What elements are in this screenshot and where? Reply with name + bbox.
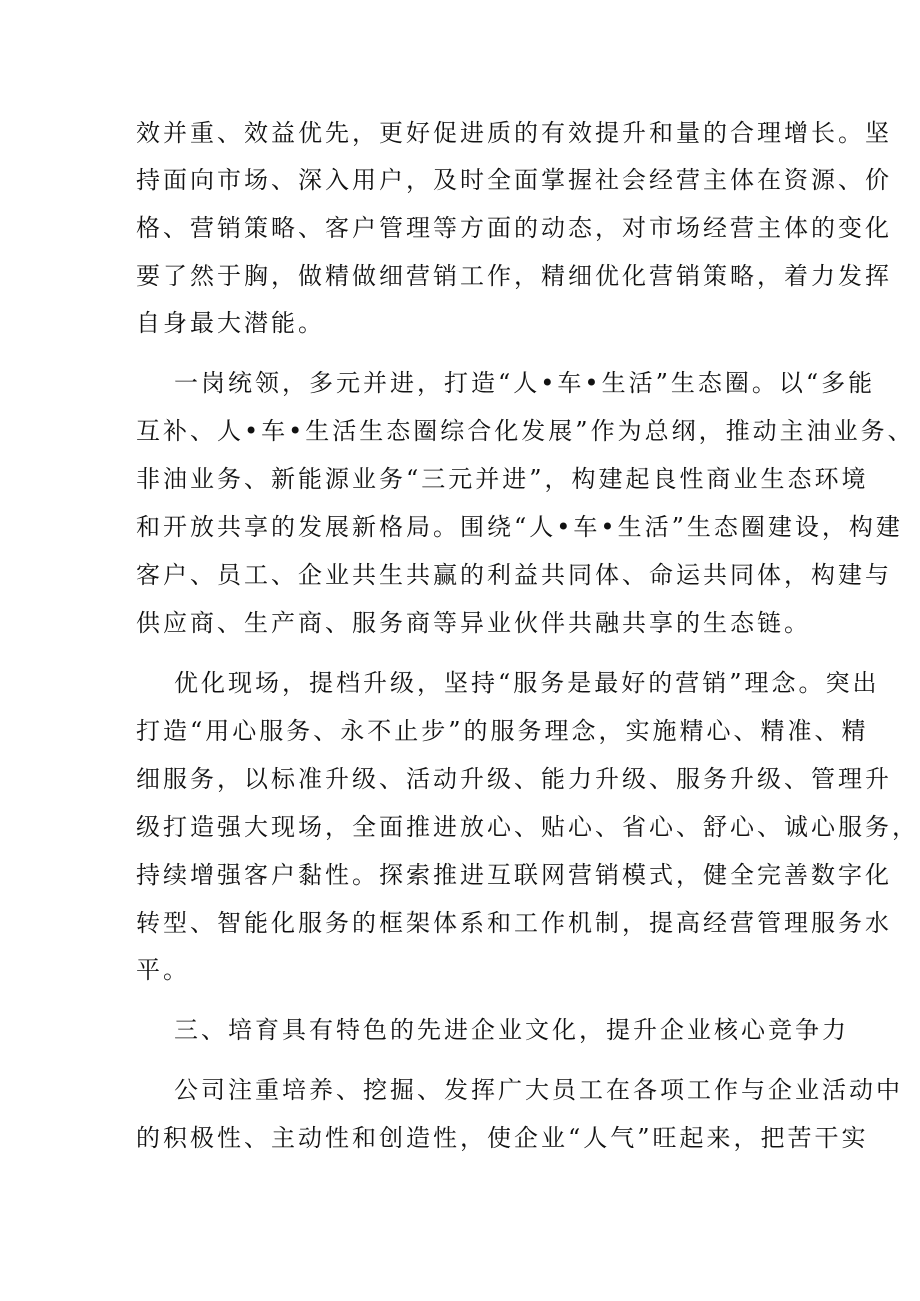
paragraph-2-line-1: 一岗统领，多元并进，打造“人•车•生活”生态圈。以“多能 bbox=[174, 369, 876, 397]
paragraph-3-line-4: 级打造强大现场，全面推进放心、贴心、省心、舒心、诚心服务， bbox=[136, 813, 919, 841]
paragraph-1-line-5: 自身最大潜能。 bbox=[136, 309, 325, 337]
paragraph-3-line-6: 转型、智能化服务的框架体系和工作机制，提高经营管理服务水 bbox=[136, 909, 892, 937]
paragraph-1-line-2: 持面向市场、深入用户，及时全面掌握社会经营主体在资源、价 bbox=[136, 166, 892, 194]
paragraph-3-line-3: 细服务，以标准升级、活动升级、能力升级、服务升级、管理升 bbox=[136, 765, 892, 793]
paragraph-2-line-4: 和开放共享的发展新格局。围绕“人•车•生活”生态圈建设，构建 bbox=[136, 513, 903, 541]
paragraph-1-line-4: 要了然于胸，做精做细营销工作，精细优化营销策略，着力发挥 bbox=[136, 262, 892, 290]
paragraph-3-line-5: 持续增强客户黏性。探索推进互联网营销模式，健全完善数字化 bbox=[136, 861, 892, 889]
paragraph-2-line-6: 供应商、生产商、服务商等异业伙伴共融共享的生态链。 bbox=[136, 609, 811, 637]
paragraph-3-line-7: 平。 bbox=[136, 956, 190, 984]
paragraph-3-line-2: 打造“用心服务、永不止步”的服务理念，实施精心、精准、精 bbox=[136, 717, 869, 745]
paragraph-4-line-2: 的积极性、主动性和创造性，使企业“人气”旺起来，把苦干实 bbox=[136, 1124, 869, 1152]
paragraph-2-line-5: 客户、员工、企业共生共赢的利益共同体、命运共同体，构建与 bbox=[136, 561, 892, 589]
paragraph-1-line-3: 格、营销策略、客户管理等方面的动态，对市场经营主体的变化 bbox=[136, 214, 892, 242]
section-heading: 三、培育具有特色的先进企业文化，提升企业核心竞争力 bbox=[174, 1016, 849, 1044]
paragraph-2-line-3: 非油业务、新能源业务“三元并进”，构建起良性商业生态环境 bbox=[136, 465, 869, 493]
paragraph-2-line-2: 互补、人•车•生活生态圈综合化发展”作为总纲，推动主油业务、 bbox=[136, 417, 915, 445]
paragraph-4-line-1: 公司注重培养、挖掘、发挥广大员工在各项工作与企业活动中 bbox=[174, 1076, 903, 1104]
paragraph-1-line-1: 效并重、效益优先，更好促进质的有效提升和量的合理增长。坚 bbox=[136, 119, 892, 147]
paragraph-3-line-1: 优化现场，提档升级，坚持“服务是最好的营销”理念。突出 bbox=[174, 669, 880, 697]
